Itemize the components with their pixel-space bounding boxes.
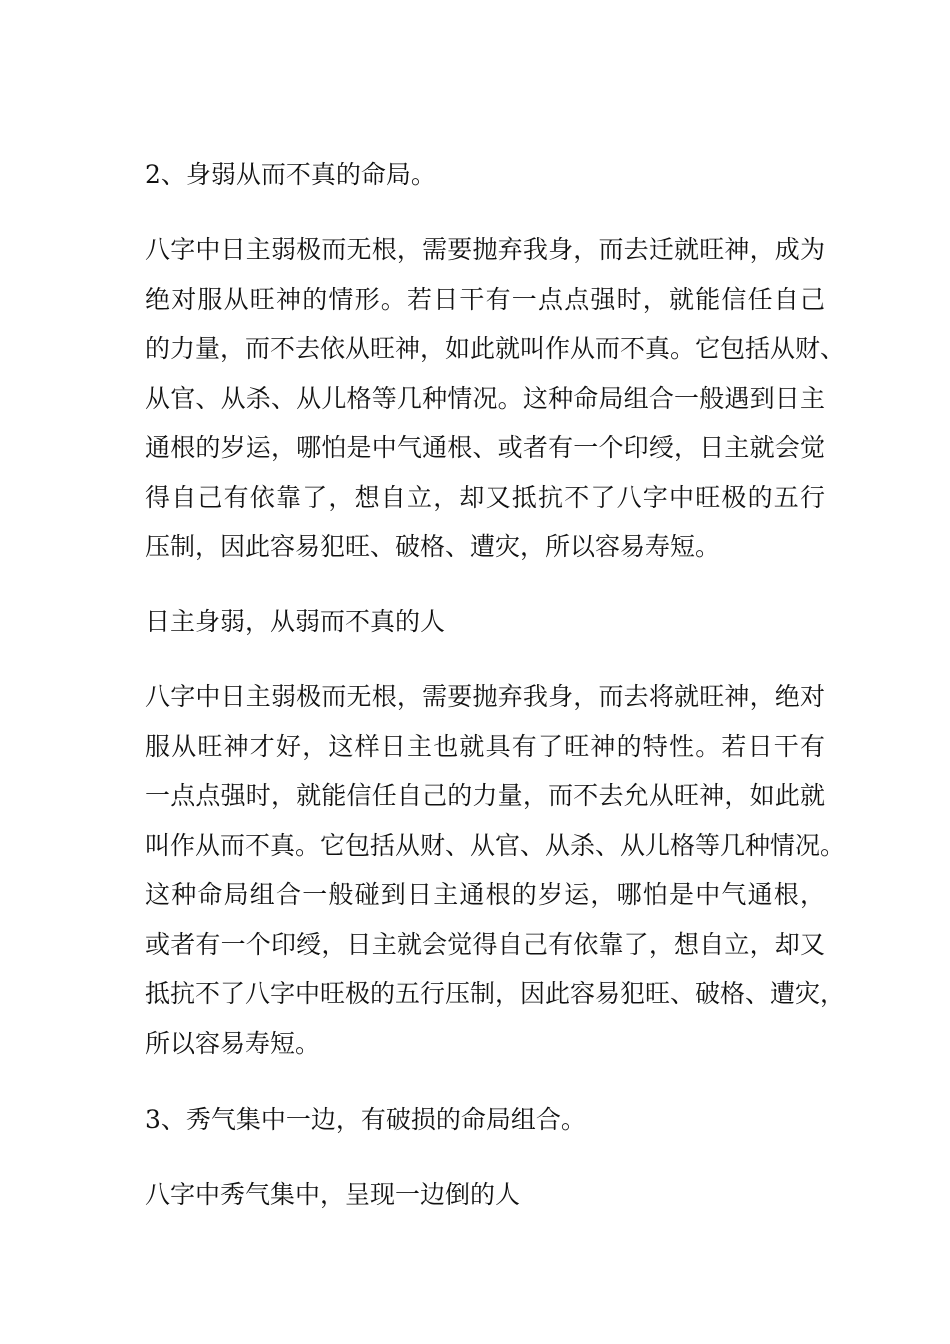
subheading-text: 日主身弱，从弱而不真的人	[145, 607, 446, 636]
paragraph-line: 八字中日主弱极而无根，需要抛弃我身，而去将就旺神，绝对	[145, 682, 825, 711]
closing-line	[145, 1170, 825, 1220]
paragraph-line: 或者有一个印绶，日主就会觉得自己有依靠了，想自立，却又	[145, 929, 825, 959]
paragraph-2	[145, 672, 846, 1068]
paragraph-line: 压制，因此容易犯旺、破格、遭灾，所以容易寿短。	[145, 532, 721, 561]
paragraph-line: 得自己有依靠了，想自立，却又抵抗不了八字中旺极的五行	[145, 482, 825, 512]
paragraph-1	[145, 225, 846, 572]
paragraph-line: 从官、从杀、从儿格等几种情况。这种命局组合一般遇到日主	[145, 383, 825, 413]
paragraph-line: 八字中日主弱极而无根，需要抛弃我身，而去迁就旺神，成为	[145, 235, 825, 264]
paragraph-line: 通根的岁运，哪怕是中气通根、或者有一个印绶，日主就会觉	[145, 433, 825, 462]
closing-line-text: 八字中秀气集中，呈现一边倒的人	[145, 1180, 521, 1209]
paragraph-line: 一点点强时，就能信任自己的力量，而不去允从旺神，如此就	[145, 781, 825, 810]
paragraph-line: 这种命局组合一般碰到日主通根的岁运，哪怕是中气通根，	[145, 880, 825, 909]
subheading	[145, 597, 825, 647]
paragraph-line: 服从旺神才好，这样日主也就具有了旺神的特性。若日干有	[145, 731, 825, 761]
paragraph-line: 抵抗不了八字中旺极的五行压制，因此容易犯旺、破格、遭灾，	[145, 979, 846, 1008]
heading-text: 2、身弱从而不真的命局。	[145, 160, 436, 189]
paragraph-line: 绝对服从旺神的情形。若日干有一点点强时，就能信任自己	[145, 284, 825, 314]
paragraph-line: 所以容易寿短。	[145, 1028, 321, 1058]
paragraph-line: 的力量，而不去依从旺神，如此就叫作从而不真。它包括从财、	[145, 334, 846, 363]
section-heading-3	[145, 1095, 825, 1145]
paragraph-line: 叫作从而不真。它包括从财、从官、从杀、从儿格等几种情况。	[145, 830, 846, 860]
section-heading-2	[145, 150, 825, 200]
heading-text: 3、秀气集中一边，有破损的命局组合。	[145, 1105, 586, 1134]
